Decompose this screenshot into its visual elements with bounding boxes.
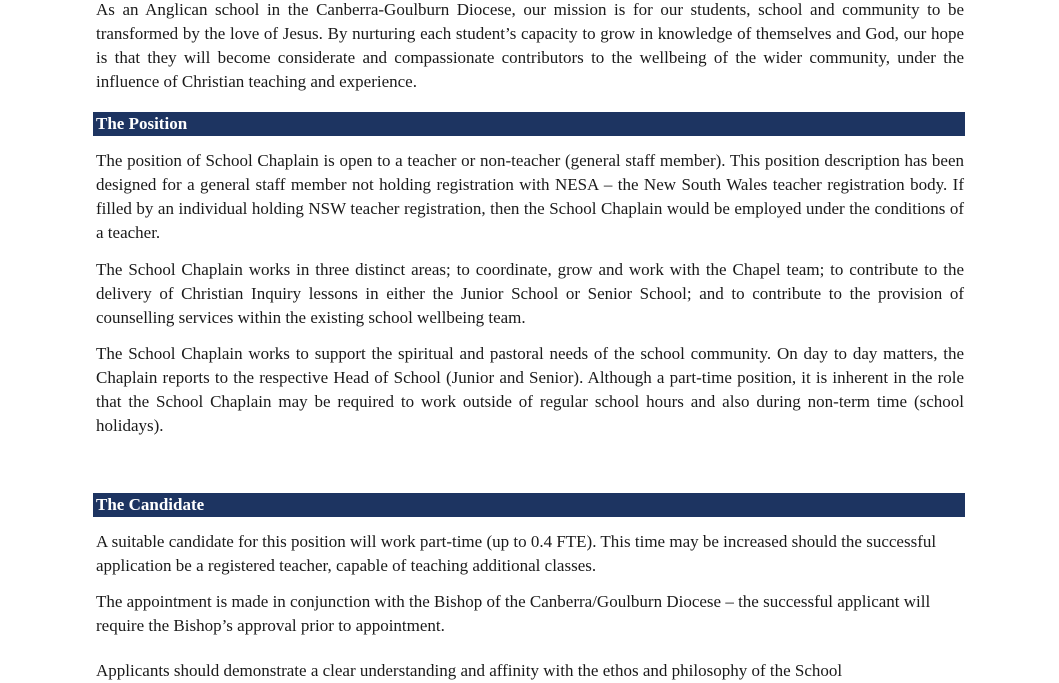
section-heading-position: The Position: [93, 112, 965, 136]
mission-paragraph: As an Anglican school in the Canberra-Goulburn Diocese, our mission is for our students, school and community to be transformed by the love of Jesus. By nurturing each student’s capacity to grow in knowledge of themselves and God, our hope is that they will become considerate and compassionate contributors to the wellbeing of the wider community, under the influence of Christian teaching and experience.: [96, 0, 964, 91]
candidate-paragraph-1: A suitable candidate for this position will work part-time (up to 0.4 FTE). This time may be increased should the successful application be a registered teacher, capable of teaching additional classes.: [96, 532, 937, 575]
candidate-paragraph-2: The appointment is made in conjunction with the Bishop of the Canberra/Goulburn Diocese – the successful applicant will require the Bishop’s approval prior to appointment.: [96, 592, 931, 635]
section-heading-candidate: The Candidate: [93, 493, 965, 517]
position-paragraph-2: The School Chaplain works in three distinct areas; to coordinate, grow and work with the Chapel team; to contribute to the delivery of Christian Inquiry lessons in either the Junior School or Senior School; and to contribute to the provision of counselling services within the existing school wellbeing team.: [96, 260, 964, 327]
candidate-paragraph-3: Applicants should demonstrate a clear understanding and affinity with the ethos and philosophy of the School: [96, 661, 843, 680]
position-paragraph-1: The position of School Chaplain is open to a teacher or non-teacher (general staff member). This position description has been designed for a general staff member not holding registration with NESA – the New South Wales teacher registration body. If filled by an individual holding NSW teacher registration, then the School Chaplain would be employed under the conditions of a teacher.: [96, 151, 964, 242]
position-paragraph-3: The School Chaplain works to support the spiritual and pastoral needs of the school community. On day to day matters, the Chaplain reports to the respective Head of School (Junior and Senior). Although a part-time position, it is inherent in the role that the School Chaplain may be required to work outside of regular school hours and also during non-term time (school holidays).: [96, 344, 964, 435]
